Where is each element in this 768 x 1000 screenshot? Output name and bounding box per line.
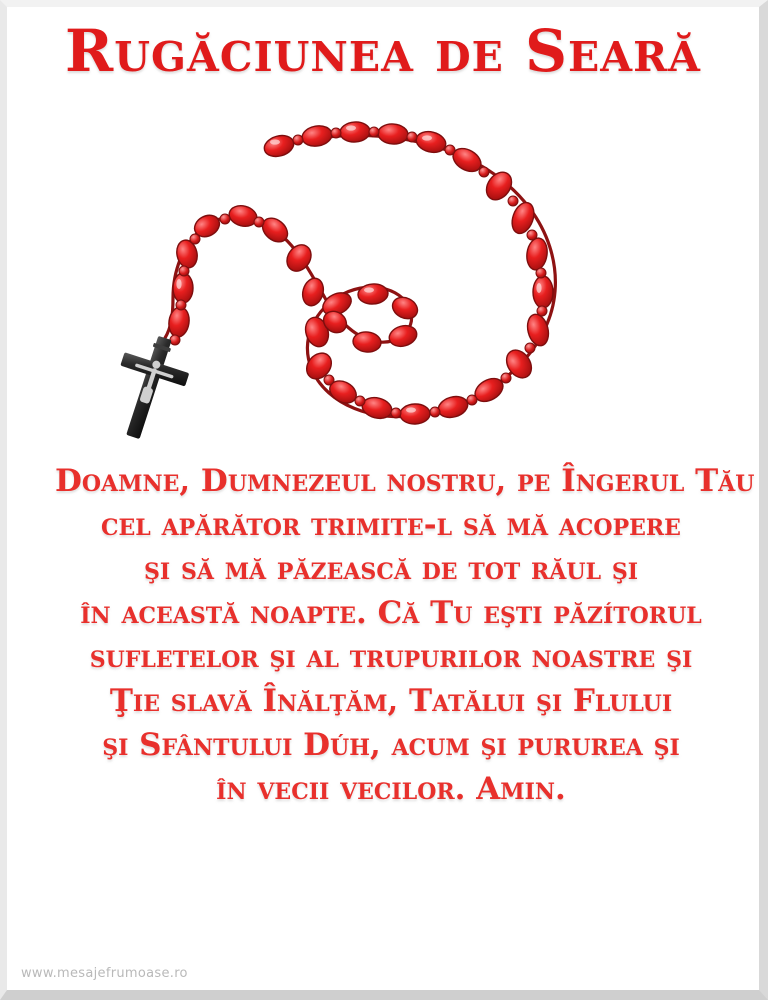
prayer-line: cel apărător trimite-l să mă acopere: [101, 507, 681, 544]
prayer-text: [55, 459, 755, 811]
crucifix-icon: [101, 327, 198, 442]
prayer-line: şi să mă păzească de tot răul şi: [143, 551, 639, 588]
prayer-line: în această noapte. Că Tu eşti păzítorul: [80, 595, 702, 632]
prayer-line: sufletelor şi al trupurilor noastre şi: [89, 639, 693, 676]
watermark-url: www.mesajefrumoase.ro: [21, 966, 188, 981]
prayer-line: în vecii vecilor. Amin.: [216, 771, 566, 808]
rosary-svg: [7, 102, 768, 442]
prayer-line: Ţie slavă Înălţăm, Tatălui şi Flului: [109, 683, 673, 720]
card-inner-surface: [7, 7, 759, 990]
prayer-line: Doamne, Dumnezeul nostru, pe Îngerul Tău: [55, 463, 755, 499]
rosary-illustration: [7, 102, 768, 442]
page-title: Rugăciunea de Seară: [65, 17, 701, 85]
rosary-beads: [167, 121, 553, 425]
prayer-line: şi Sfântului Dúh, acum şi pururea şi: [102, 727, 680, 764]
